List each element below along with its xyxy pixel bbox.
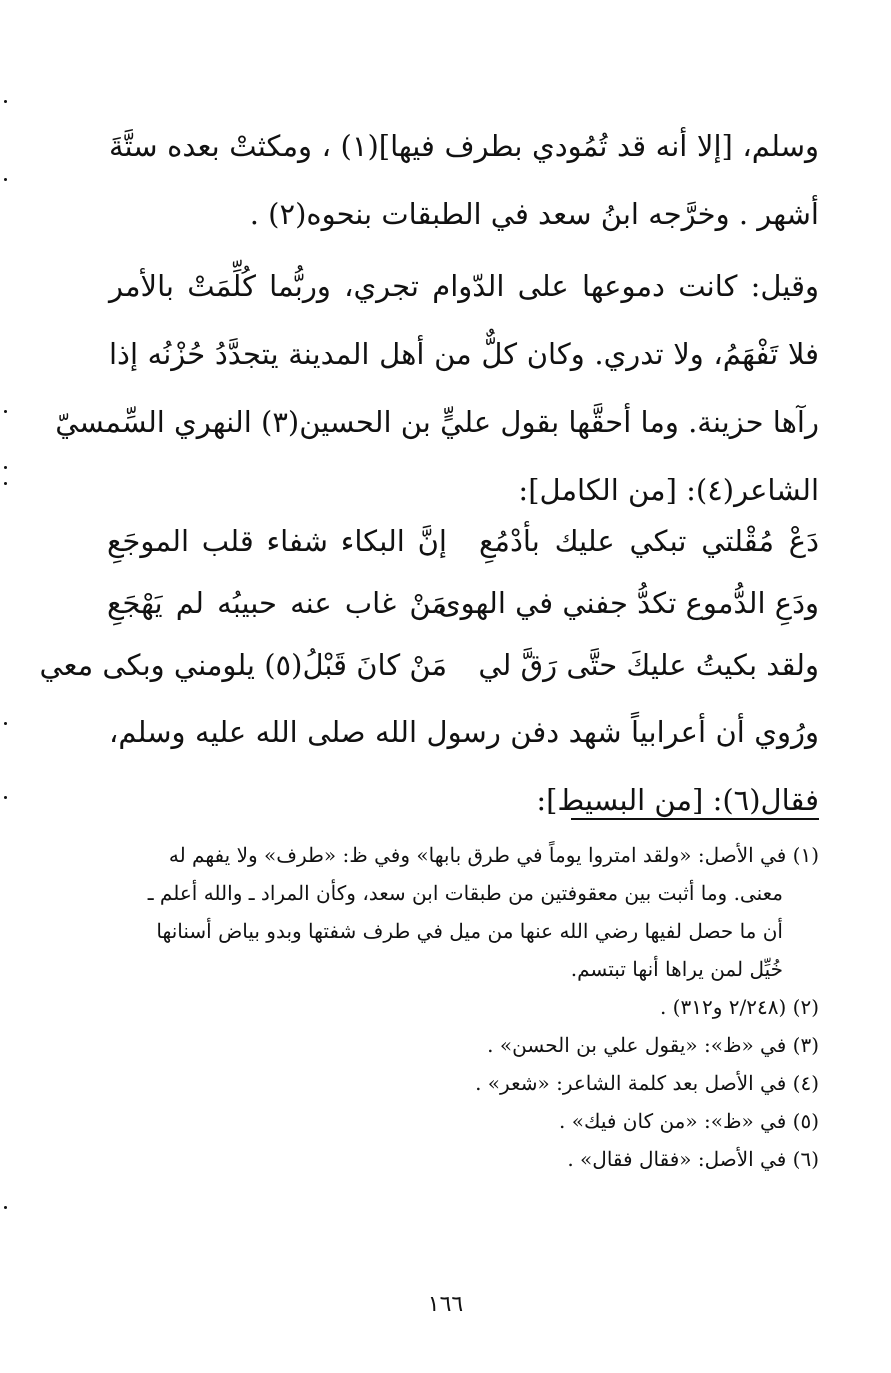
paragraph-2-line-2: فلا تَفْهَمُ، ولا تدري. وكان كلٌّ من أهل المدينة يتجدَّدُ حُزْنُه إذا: [109, 337, 819, 371]
footnote-6-line-1: (٦) في الأصل: «فقال فقال» .: [567, 1147, 819, 1171]
paragraph-2-line-1: وقيل: كانت دموعها على الدّوام تجري، وربُّما كُلِّمَتْ بالأمر: [109, 269, 819, 303]
poem: [39, 510, 819, 696]
footnote-3: [107, 1026, 819, 1064]
footnote-5-line-1: (٥) في «ظ»: «من كان فيك» .: [559, 1109, 819, 1133]
poem-verse-1: [107, 510, 819, 572]
paragraph-2-line-4: الشاعر(٤): [من الكامل]:: [518, 473, 819, 507]
paragraph-2: [55, 252, 819, 524]
footnote-1-line-2: معنى. وما أثبت بين معقوفتين من طبقات ابن سعد، وكأن المراد ـ والله أعلم ـ: [147, 881, 783, 905]
verse-2-first-hemistich: ودَعِ الدُّموع تكدُّ جفني في الهوى: [437, 586, 819, 620]
scan-speck: [4, 100, 7, 103]
footnote-4-line-1: (٤) في الأصل بعد كلمة الشاعر: «شعر» .: [475, 1071, 819, 1095]
paragraph-3-line-1: ورُوي أن أعرابياً شهد دفن رسول الله صلى الله عليه وسلم،: [109, 715, 819, 749]
footnote-1-line-1: (١) في الأصل: «ولقد امتروا يوماً في طرق بابها» وفي ظ: «طرف» ولا يفهم له: [168, 843, 819, 867]
page-number: ١٦٦: [427, 1292, 464, 1317]
footnote-1-line-3: أن ما حصل لفيها رضي الله عنها من ميل في طرف شفتها وبدو بياض أسنانها: [156, 919, 783, 943]
footnote-6: [107, 1140, 819, 1178]
footnote-1-line-4: خُيِّل لمن يراها أنها تبتسم.: [570, 957, 783, 981]
scan-speck: [4, 482, 7, 485]
footnote-2-line-1: (٢) (٢/٢٤٨ و٣١٢) .: [659, 995, 819, 1019]
scan-speck: [4, 1206, 7, 1209]
poem-verse-2: [107, 572, 819, 634]
scan-speck: [4, 722, 7, 725]
footnote-5: [107, 1102, 819, 1140]
paragraph-3: [109, 698, 819, 834]
paragraph-1: [109, 112, 819, 248]
footnote-separator: [571, 818, 819, 820]
verse-3-second-hemistich: مَنْ كانَ قَبْلُ(٥) يلومني وبكى معي: [39, 648, 447, 682]
verse-1-second-hemistich: إنَّ البكاء شفاء قلب الموجَعِ: [107, 524, 447, 558]
paragraph-1-line-2: أشهر . وخرَّجه ابنُ سعد في الطبقات بنحوه(٢) .: [249, 197, 819, 231]
footnotes: [107, 836, 819, 1178]
verse-1-first-hemistich: دَعْ مُقْلتي تبكي عليك بأدْمُعِ: [479, 524, 819, 558]
paragraph-3-line-2: فقال(٦): [من البسيط]:: [536, 783, 819, 817]
scan-speck: [4, 410, 7, 413]
footnote-4: [107, 1064, 819, 1102]
scan-speck: [4, 796, 7, 799]
footnote-3-line-1: (٣) في «ظ»: «يقول علي بن الحسن» .: [487, 1033, 819, 1057]
paragraph-2-line-3: رآها حزينة. وما أحقَّها بقول عليٍّ بن الحسين(٣) النهري السِّمسيّ: [55, 405, 819, 439]
poem-verse-3: [39, 634, 819, 696]
footnote-1: [107, 836, 819, 988]
verse-2-second-hemistich: مَنْ غاب عنه حبيبُه لم يَهْجَعِ: [107, 586, 447, 620]
verse-3-first-hemistich: ولقد بكيتُ عليكَ حتَّى رَقَّ لي: [478, 648, 819, 682]
paragraph-1-line-1: وسلم، [إلا أنه قد تُمُودي بطرف فيها](١) ، ومكثتْ بعده ستَّةَ: [109, 129, 819, 163]
scan-speck: [4, 178, 7, 181]
footnote-2: [107, 988, 819, 1026]
scan-speck: [4, 466, 7, 469]
